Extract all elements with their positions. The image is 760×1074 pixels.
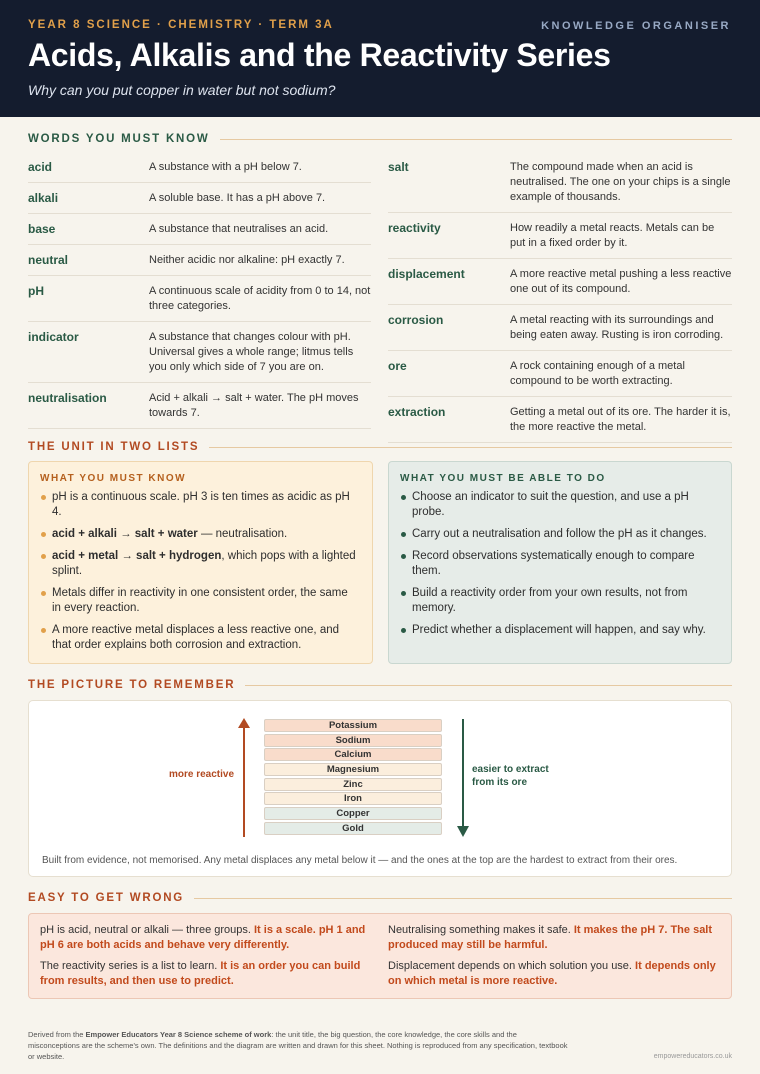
metal-calcium: Calcium	[264, 748, 442, 761]
equation-text: acid + metal → salt + hydrogen	[52, 550, 222, 562]
able-to-do-list	[400, 490, 717, 638]
misconceptions-col-left	[40, 923, 375, 995]
up-arrow-icon	[237, 717, 251, 838]
misconceptions-col-right	[388, 923, 723, 995]
section-divider	[209, 447, 732, 448]
vocab-definition: A rock containing enough of a metal compound to be worth extracting.	[510, 360, 685, 387]
vocab-term: displacement	[388, 267, 465, 281]
easier-label-line-2: from its ore	[472, 777, 528, 788]
vocab-term: pH	[28, 284, 44, 298]
reactivity-series-diagram	[28, 700, 732, 877]
vocab-definition: A metal reacting with its surroundings and being eaten away. Rusting is iron corroding.	[510, 314, 724, 341]
vocab-term: reactivity	[388, 221, 441, 235]
vocab-heading: WORDS YOU MUST KNOW	[28, 133, 210, 145]
metal-gold: Gold	[264, 822, 442, 835]
must-know-box	[28, 461, 373, 664]
metal-zinc: Zinc	[264, 778, 442, 791]
vocab-term: salt	[388, 160, 409, 174]
footer-url: empowereducators.co.uk	[653, 1053, 732, 1060]
vocab-row	[28, 214, 371, 245]
easier-to-extract-label	[472, 763, 549, 789]
list-item: Predict whether a displacement will happen, and say why.	[400, 623, 717, 638]
easier-label-line-1: easier to extract	[472, 764, 549, 775]
page-title: Acids, Alkalis and the Reactivity Series	[28, 37, 611, 73]
vocab-definition: How readily a metal reacts. Metals can be put in a fixed order by it.	[510, 222, 715, 249]
list-item-text: — neutralisation.	[197, 528, 288, 540]
vocab-definition: Neither acidic nor alkaline: pH exactly 7.	[149, 254, 345, 266]
document-type-tag: KNOWLEDGE ORGANISER	[541, 20, 731, 32]
correction-text: It is an order you can build from results, and then use to predict.	[40, 960, 361, 987]
vocab-row	[28, 322, 371, 383]
vocab-definition: A soluble base. It has a pH above 7.	[149, 192, 326, 204]
list-item-text: A more reactive metal displaces a less reactive one, and that order explains both corrosion and extraction.	[52, 624, 340, 651]
vocab-definition: The compound made when an acid is neutralised. The one on your chips is a single example of thousands.	[510, 161, 731, 203]
big-question: Why can you put copper in water but not sodium?	[28, 82, 336, 98]
list-item	[40, 490, 358, 520]
unit-section-header	[28, 441, 732, 453]
vocab-row	[388, 213, 732, 259]
list-item: Choose an indicator to suit the question, and use a pH probe.	[400, 490, 717, 520]
vocab-definition: A substance that changes colour with pH. Universal gives a whole range; litmus tells you only which side of 7 you are on.	[149, 331, 354, 373]
misconceptions-heading: EASY TO GET WRONG	[28, 892, 185, 904]
misconception-text: pH is acid, neutral or alkali — three groups.	[40, 924, 254, 936]
list-item	[40, 527, 358, 542]
section-divider	[194, 898, 732, 899]
able-to-do-box	[388, 461, 732, 664]
section-divider	[245, 685, 732, 686]
list-item-text: Metals differ in reactivity in one consistent order, the same in every reaction.	[52, 587, 348, 614]
vocab-row	[388, 351, 732, 397]
correction-text: It is a scale. pH 1 and pH 6 are both acids and behave very differently.	[40, 924, 366, 951]
vocab-term: extraction	[388, 405, 446, 419]
vocab-row	[28, 276, 371, 322]
list-item: Build a reactivity order from your own results, not from memory.	[400, 586, 717, 616]
reactivity-series	[264, 719, 442, 837]
must-know-title: WHAT YOU MUST KNOW	[40, 473, 187, 484]
vocab-definition: Acid + alkali → salt + water. The pH moves towards 7.	[149, 392, 359, 419]
list-item	[40, 549, 358, 579]
misconception-text: Displacement depends on which solution you use.	[388, 960, 636, 972]
list-item-text: pH is a continuous scale. pH 3 is ten times as acidic as pH 4.	[52, 491, 350, 518]
vocab-term: corrosion	[388, 313, 444, 327]
correction-text: It makes the pH 7. The salt produced may still be harmful.	[388, 924, 713, 951]
equation-text: acid + alkali → salt + water	[52, 528, 198, 540]
misconception-text: Neutralising something makes it safe.	[388, 924, 574, 936]
misconception-item	[388, 923, 723, 953]
vocab-term: acid	[28, 160, 53, 174]
misconception-item	[40, 923, 375, 953]
diagram-caption: Built from evidence, not memorised. Any metal displaces any metal below it — and the ones at the top are the hardest to extract from their ores.	[42, 855, 678, 866]
vocab-list-right	[388, 152, 732, 443]
vocab-row	[388, 397, 732, 443]
list-item	[40, 586, 358, 616]
more-reactive-label: more reactive	[169, 769, 235, 780]
down-arrow-icon	[456, 719, 470, 839]
metal-magnesium: Magnesium	[264, 763, 442, 776]
vocab-row	[28, 383, 371, 429]
unit-heading: THE UNIT IN TWO LISTS	[28, 441, 200, 453]
vocab-row	[28, 183, 371, 214]
misconception-item	[40, 959, 375, 989]
list-item: Carry out a neutralisation and follow the pH as it changes.	[400, 527, 717, 542]
misconception-text: The reactivity series is a list to learn.	[40, 960, 221, 972]
must-know-list	[40, 490, 358, 653]
vocab-term: neutralisation	[28, 391, 107, 405]
picture-section-header	[28, 679, 732, 691]
vocab-term: base	[28, 222, 56, 236]
vocab-row	[28, 245, 371, 276]
vocab-term: alkali	[28, 191, 59, 205]
list-item: Record observations systematically enough to compare them.	[400, 549, 717, 579]
vocab-term: neutral	[28, 253, 69, 267]
picture-heading: THE PICTURE TO REMEMBER	[28, 679, 236, 691]
metal-iron: Iron	[264, 792, 442, 805]
course-eyebrow: YEAR 8 SCIENCE · CHEMISTRY · TERM 3A	[28, 19, 334, 31]
vocab-term: indicator	[28, 330, 79, 344]
misconceptions-section-header	[28, 892, 732, 904]
misconceptions-box	[28, 913, 732, 999]
correction-text: It depends only on which metal is more reactive.	[388, 960, 716, 987]
metal-copper: Copper	[264, 807, 442, 820]
vocab-section-header	[28, 133, 732, 145]
source-note-text: : the unit title, the big question, the core knowledge, the core skills and the misconceptions are the scheme's own. The definitions and the diagram are written and drawn for this sheet. Nothing is reproduced from any specification, textbook or website.	[28, 1030, 568, 1061]
vocab-row	[388, 259, 732, 305]
metal-potassium: Potassium	[264, 719, 442, 732]
vocab-term: ore	[388, 359, 407, 373]
vocab-definition: A continuous scale of acidity from 0 to 14, not three categories.	[149, 285, 371, 312]
vocab-definition: A substance with a pH below 7.	[149, 161, 302, 173]
metal-sodium: Sodium	[264, 734, 442, 747]
source-note	[28, 1029, 568, 1062]
vocab-row	[28, 152, 371, 183]
list-item-text: , which pops with a lighted splint.	[52, 550, 356, 577]
vocab-list-left	[28, 152, 371, 429]
vocab-row	[388, 305, 732, 351]
list-item	[40, 623, 358, 653]
vocab-definition: A substance that neutralises an acid.	[149, 223, 329, 235]
scheme-name: Empower Educators Year 8 Science scheme of work	[85, 1030, 272, 1039]
source-note-text: Derived from the	[28, 1030, 86, 1039]
section-divider	[220, 139, 732, 140]
header	[0, 0, 760, 117]
vocab-definition: A more reactive metal pushing a less reactive one out of its compound.	[510, 268, 732, 295]
able-to-do-title: WHAT YOU MUST BE ABLE TO DO	[400, 473, 606, 484]
vocab-definition: Getting a metal out of its ore. The harder it is, the more reactive the metal.	[510, 406, 731, 433]
misconception-item	[388, 959, 723, 989]
vocab-row	[388, 152, 732, 213]
